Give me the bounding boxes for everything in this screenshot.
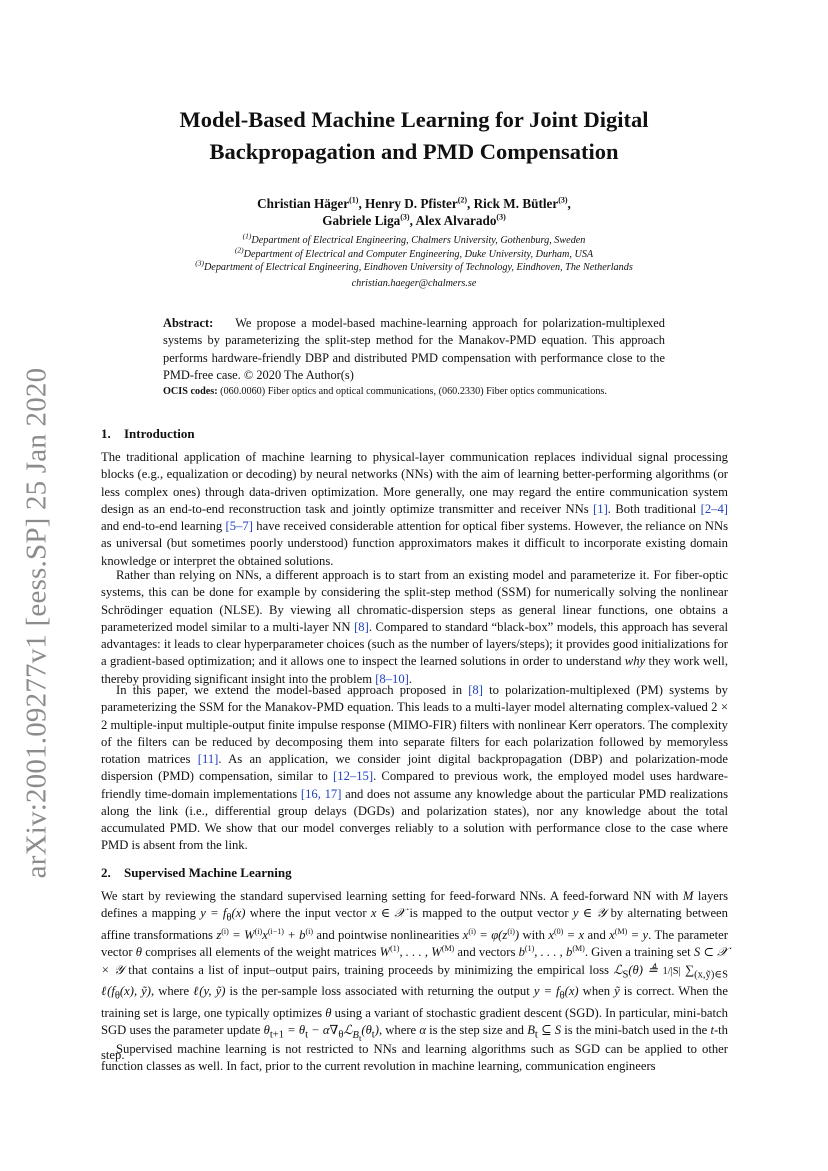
abstract-text: We propose a model-based machine-learning approach for polarization-multiplexed systems by parameterizing the split-step method for the Manakov-PMD equation. This approach performs hardware-friendly DBP and distributed PMD compensation with performance close to the PMD-free case. © 2020 The Author(s) [163,316,665,382]
abstract-label: Abstract: [163,316,214,330]
ocis-text: (060.0060) Fiber optics and optical communications, (060.2330) Fiber optics communications. [217,386,607,397]
citation-link[interactable]: [8] [354,619,369,634]
contact-email: christian.haeger@chalmers.se [351,278,477,289]
paragraph: In this paper, we extend the model-based approach proposed in [8] to polarization-multiplexed (PM) systems by parameterizing the SSM for the Manakov-PMD equation. This leads to a multi-layer model alternating complex-valued 2 × 2 multiple-input multiple-output finite impulse response (MIMO-FIR) filters with nonlinear Kerr operators. The complexity of the filters can be reduced by decomposing them into separate filters for each polarization followed by memoryless rotation matrices [11]. As an application, we consider joint digital backpropagation (DBP) and polarization-mode dispersion (PMD) compensation, similar to [12–15]. Compared to previous work, the employed model uses hardware-friendly time-domain implementations [16, 17] and does not assume any knowledge about the particular PMD realizations along the link (i.e., differential group delays (DGDs) and polarization states), nor any knowledge about the total accumulated PMD. We show that our model converges reliably to a solution with performance close to the case where PMD is absent from the link. [101,683,729,853]
section-number: 1. [101,426,111,441]
author-affiliation-mark: (1) [349,195,359,205]
affiliation [100,258,728,275]
ocis-codes [163,386,683,397]
citation-link[interactable]: [2–4] [700,501,728,516]
citation-link[interactable]: [12–15] [333,769,374,784]
emphasis: why [624,654,646,669]
author-name: Gabriele Liga [322,213,401,228]
affiliation-mark: (3) [195,258,204,268]
affiliation-text: Department of Electrical Engineering, Eindhoven University of Technology, Eindhoven, The Netherlands [203,262,633,273]
author-affiliation-mark: (3) [558,195,568,205]
citation-link[interactable]: [5–7] [225,519,253,533]
affiliation-list [100,231,728,275]
abstract [163,315,665,384]
author-affiliation-mark: (3) [400,212,410,222]
section-title: Supervised Machine Learning [124,865,292,880]
citation-link[interactable]: [1] [593,501,608,516]
affiliation-mark: (2) [234,245,244,255]
author-separator: , [567,196,571,211]
arxiv-identifier [14,368,60,878]
paragraph-text: Supervised machine learning is not restricted to NNs and learning algorithms such as SGD can be applied to other function classes as well. In fact, prior to the current revolution in machine learning, communication engineers [101,1042,728,1074]
affiliation-mark: (1) [242,231,252,241]
citation-link[interactable]: [8] [468,683,483,697]
arxiv-identifier-text: arXiv:2001.09277v1 [eess.SP] 25 Jan 2020 [20,367,53,879]
paragraph: We start by reviewing the standard supervised learning setting for feed-forward NNs. A feed-forward NN with M layers defines a mapping $y = f_\theta(x)$ where the input vector x ∈ 𝒳 is mapped to the output vector y ∈ 𝒴 by alternating between affine transformations $z^{(i)} = W^{(i)}x^{(i-1)} + b^{(i)}$ and pointwise nonlinearities $x^{(i)} = \varphi(z^{(i)})$ with $x^{(0)} = x$ and $x^{(M)} = y$. The parameter vector θ comprises all elements of the weight matrices $W^{(1)}$, . . . , $W^{(M)}$ and vectors $b^{(1)}$, . . . , $b^{(M)}$. Given a training set S ⊂ 𝒳 × 𝒴 that contains a list of input–output pairs, training proceeds by minimizing the empirical loss ℒ$_S$(θ) ≜ 1/|S| $\sum_{(x,ỹ)\in S}$ $\ell(f_\theta(x)$, ỹ), where ℓ(y, ỹ) is the per-sample loss associated with returning the output $y = f_\theta(x)$ when ỹ is correct. When the training set is large, one typically optimizes θ using a variant of stochastic gradient descent (SGD). In particular, mini-batch SGD uses the parameter update $\theta_{t+1} = \theta_t$ − $\alpha\nabla_\theta ℒ_{B_t}(\theta_t)$, where α is the step size and $B_t$ ⊆ S is the mini-batch used in the t-th step. [101,889,729,1063]
paragraph: The traditional application of machine learning to physical-layer communication replaces individual signal processing blocks (e.g., equalization or decoding) by neural networks (NNs) with the aim of learning better-performing algorithms (or less complex ones) through data-driven optimization. More generally, one may regard the entire communication system design as an end-to-end reconstruction task and jointly optimize transmitter and receiver NNs [1]. Both traditional [2–4] and end-to-end learning [5–7] have received considerable attention for optical fiber systems. However, the reliance on NNs as universal (but sometimes poorly understood) function approximators makes it difficult to incorporate existing domain knowledge or interpret the obtained solutions. [101,450,728,568]
author-name: Christian Häger [257,196,350,211]
affiliation-text: Department of Electrical Engineering, Chalmers University, Gothenburg, Sweden [251,235,586,246]
author-list [100,195,728,229]
paragraph: Rather than relying on NNs, a different approach is to start from an existing model and parameterize it. For fiber-optic systems, this can be done for example by considering the split-step method (SSM) for numerically solving the nonlinear Schrödinger equation (NLSE). By viewing all chromatic-dispersion steps as general linear functions, one obtains a parameterized model similar to a multi-layer NN [8]. Compared to standard “black-box” models, this approach has several advantages: it leads to clear hyperparameter choices (such as the number of layers/steps); it provides good initializations for a gradient-based optimization; and it allows one to inspect the learned solutions in order to understand why they work well, thereby providing significant insight into the problem [8–10]. [101,568,728,686]
affiliation-text: Department of Electrical and Computer Engineering, Duke University, Durham, USA [243,248,594,260]
citation-link[interactable]: [8–10] [375,671,409,686]
affiliation [100,245,728,262]
author-name: , Rick M. Bütler [467,196,559,211]
section-number: 2. [101,865,111,880]
citation-link[interactable]: [16, 17] [300,786,342,801]
paragraph [101,1041,728,1076]
paper-title [100,104,728,168]
section-heading-supervised-learning [101,865,292,881]
section-heading-introduction [101,426,195,442]
author-affiliation-mark: (3) [496,212,506,222]
citation-link[interactable]: [11] [197,752,219,766]
author-name: , Alex Alvarado [409,213,497,228]
section-title: Introduction [124,426,195,441]
affiliation [100,231,728,248]
ocis-label: OCIS codes: [163,386,218,397]
title-line-2: Backpropagation and PMD Compensation [209,139,619,164]
author-name: , Henry D. Pfister [358,196,458,211]
author-affiliation-mark: (2) [457,195,468,205]
title-line-1: Model-Based Machine Learning for Joint Digital [179,107,649,132]
